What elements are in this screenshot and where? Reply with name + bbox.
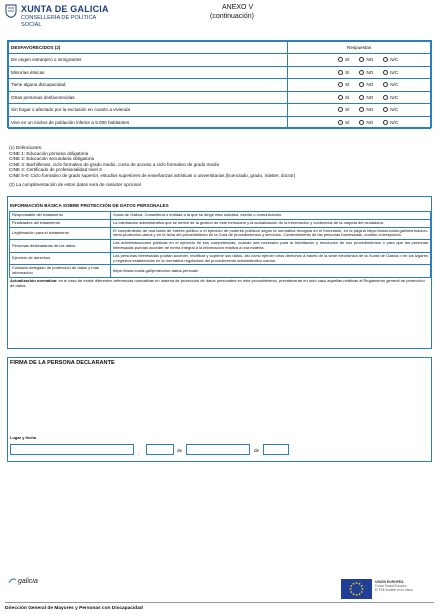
privacy-table <box>9 211 431 278</box>
answer-options <box>288 66 431 79</box>
row-label: Otras personas desfavorecidas <box>9 91 288 104</box>
note-optional: (2) La cumplimentación de estos datos será de carácter opcional <box>9 182 141 187</box>
privacy-title: INFORMACIÓN BÁSICA SOBRE PROTECCIÓN DE DATOS PERSONALES <box>10 203 169 208</box>
shield-icon <box>5 4 17 18</box>
galicia-logo <box>8 577 38 585</box>
option-nc-label: N/C <box>390 82 399 88</box>
department-line2: SOCIAL <box>21 22 42 28</box>
place-date-label: Lugar y fecha <box>10 435 37 440</box>
de-label-2: de <box>254 448 260 453</box>
option-nc-label: N/C <box>390 107 399 113</box>
option-yes[interactable] <box>338 120 349 125</box>
privacy-row-text: El cumplimiento de una tarea de interés público o el ejercicio de poderes públicos según la normativa recogida en el formulario, en la página https://www.xunta.gal/informacion-xeral-proteccion-datos y en la ficha del procedimiento en la Guía de procedimientos y servicios. Consentimiento de las personas interesadas, cuando corresponda. <box>111 227 431 240</box>
directorate-name: Dirección General de Mayores y Personas con Discapacidad <box>5 606 143 611</box>
option-no[interactable] <box>359 107 373 112</box>
annex-subtitle: (continuación) <box>210 13 254 20</box>
desfavorecidos-row <box>9 104 431 117</box>
answers-header: Respuestas <box>288 42 431 54</box>
radio-button-icon[interactable] <box>338 95 343 100</box>
day-input[interactable] <box>146 444 174 455</box>
radio-button-icon[interactable] <box>383 107 388 112</box>
signature-title: FIRMA DE LA PERSONA DECLARANTE <box>10 360 115 366</box>
option-nc-label: N/C <box>390 57 399 63</box>
option-nc-label: N/C <box>390 119 399 125</box>
option-no[interactable] <box>359 120 373 125</box>
cine-4: CINE 4: Certificado de profesionalidad nivel 3 <box>9 167 102 173</box>
privacy-row-text: Las personas interesadas podrán acceder, rectificar y suprimir sus datos, así como ejercer otros derechos a través de la sede electrónica de la Xunta de Galicia o en los lugares y registros establecidos en la normativa reguladora del procedimiento administrativo común. <box>111 252 431 265</box>
radio-button-icon[interactable] <box>383 120 388 125</box>
month-input[interactable] <box>186 444 250 455</box>
privacy-row-label: Legitimación para el tratamiento <box>10 227 111 240</box>
privacy-section <box>7 196 432 349</box>
privacy-row <box>10 240 431 253</box>
annex-title: ANEXO V <box>222 4 254 11</box>
radio-button-icon[interactable] <box>338 70 343 75</box>
option-nc[interactable] <box>383 82 398 87</box>
desfavorecidos-table <box>8 41 431 129</box>
cine-1: CINE 1: Educación primaria obligatoria <box>9 151 89 156</box>
radio-button-icon[interactable] <box>383 82 388 87</box>
row-label: Tiene alguna discapacidad <box>9 79 288 92</box>
radio-button-icon[interactable] <box>359 70 364 75</box>
option-no[interactable] <box>359 70 373 75</box>
regulatory-update-label: Actualización normativa: <box>10 277 58 283</box>
option-no[interactable] <box>359 82 373 87</box>
privacy-row-text: Xunta de Galicia. Consellería o entidad a la que se dirige esta solicitud, escrito o comunicación. <box>111 212 431 220</box>
answer-options <box>288 116 431 129</box>
eu-flag <box>341 579 372 599</box>
option-nc-label: N/C <box>390 94 399 100</box>
row-label: Sin hogar o afectado por la exclusión en cuanto a vivienda <box>9 104 288 117</box>
option-no-label: NO <box>366 57 374 63</box>
privacy-row-label: Personas destinatarias de los datos <box>10 240 111 253</box>
regulatory-update <box>8 278 431 290</box>
answer-options <box>288 79 431 92</box>
radio-button-icon[interactable] <box>383 70 388 75</box>
privacy-row <box>10 227 431 240</box>
option-nc-label: N/C <box>390 69 399 75</box>
desfavorecidos-section <box>7 40 432 128</box>
department-line1: CONSELLERÍA DE POLÍTICA <box>21 15 97 21</box>
answer-options <box>288 91 431 104</box>
radio-button-icon[interactable] <box>338 107 343 112</box>
eu-line1: UNIÓN EUROPEA <box>375 580 404 584</box>
option-yes-label: SÍ <box>345 107 350 113</box>
privacy-row <box>10 219 431 227</box>
option-no-label: NO <box>366 119 374 125</box>
option-yes[interactable] <box>338 70 349 75</box>
desfavorecidos-row <box>9 116 431 129</box>
option-yes-label: SÍ <box>345 57 350 63</box>
option-nc[interactable] <box>383 95 398 100</box>
option-yes-label: SÍ <box>345 94 350 100</box>
option-nc[interactable] <box>383 70 398 75</box>
eu-caption <box>375 580 435 592</box>
radio-button-icon[interactable] <box>359 107 364 112</box>
option-nc[interactable] <box>383 120 398 125</box>
desfavorecidos-row <box>9 79 431 92</box>
option-no-label: NO <box>366 94 374 100</box>
desfavorecidos-title: DESFAVORECIDOS (2) <box>9 42 288 54</box>
option-yes-label: SÍ <box>345 69 350 75</box>
answer-options <box>288 104 431 117</box>
de-label-1: de <box>177 448 183 453</box>
galicia-logo-text: galicia <box>18 577 38 585</box>
definitions-title: (1) Definiciones: <box>9 145 43 150</box>
privacy-row-label: Responsable del tratamiento <box>10 212 111 220</box>
option-yes[interactable] <box>338 95 349 100</box>
year-input[interactable] <box>263 444 289 455</box>
eu-stars-icon <box>341 579 372 599</box>
radio-button-icon[interactable] <box>359 95 364 100</box>
row-label: Minorías étnicas <box>9 66 288 79</box>
radio-button-icon[interactable] <box>338 57 343 62</box>
comma-separator: , <box>138 450 140 455</box>
radio-button-icon[interactable] <box>338 82 343 87</box>
radio-button-icon[interactable] <box>383 95 388 100</box>
cine-list <box>9 151 434 178</box>
option-no-label: NO <box>366 82 374 88</box>
radio-button-icon[interactable] <box>338 120 343 125</box>
privacy-row-label: Ejercicio de derechos <box>10 252 111 265</box>
option-yes[interactable] <box>338 82 349 87</box>
cine-3: CINE 3: Bachillerato, ciclo formativo de grado medio, curso de acceso a ciclo formativo de grado medio <box>9 161 220 167</box>
privacy-row <box>10 265 431 278</box>
option-nc[interactable] <box>383 57 398 62</box>
eu-line2: Fondo Social Europeo <box>375 584 407 588</box>
option-nc[interactable] <box>383 107 398 112</box>
swirl-icon <box>8 577 17 585</box>
privacy-row-text: https://www.xunta.gal/proteccion-datos-persoais <box>111 265 431 278</box>
org-name: XUNTA DE GALICIA <box>21 4 109 14</box>
radio-button-icon[interactable] <box>359 120 364 125</box>
privacy-row-text: Las administraciones públicas en el ejercicio de sus competencias, cuando sea necesario para la tramitación y resolución de sus procedimientos o para que las personas interesadas puedan acceder de forma integral a la información relativa a una materia. <box>111 240 431 253</box>
cine-2: CINE 2: Educación secundaria obligatoria <box>9 156 95 162</box>
answer-options <box>288 54 431 67</box>
option-yes-label: SÍ <box>345 119 350 125</box>
row-label: Vive en un núcleo de población inferior a 5.000 habitantes <box>9 116 288 129</box>
option-yes[interactable] <box>338 107 349 112</box>
radio-button-icon[interactable] <box>359 57 364 62</box>
row-label: De origen extranjero o inmigrantes <box>9 54 288 67</box>
option-no-label: NO <box>366 69 374 75</box>
option-no[interactable] <box>359 95 373 100</box>
radio-button-icon[interactable] <box>359 82 364 87</box>
xunta-logo <box>5 4 17 18</box>
desfavorecidos-row <box>9 91 431 104</box>
cine-5-8: CINE 5-8: Ciclo formativo de grado superior, estudios superiores de enseñanzas artísticas o universitarias (licenciado, grado, máster, doctor) <box>9 172 296 178</box>
desfavorecidos-row <box>9 54 431 67</box>
privacy-row <box>10 252 431 265</box>
privacy-row-label: Finalidades del tratamiento <box>10 219 111 227</box>
eu-line3: El FSE invierte en tu futuro <box>375 588 414 592</box>
option-no-label: NO <box>366 107 374 113</box>
place-input[interactable] <box>10 444 134 455</box>
option-yes[interactable] <box>338 57 349 62</box>
option-yes-label: SÍ <box>345 82 350 88</box>
regulatory-update-text: en el caso de existir diferentes referencias normativas en materia de protección de datos personales en este procedimiento, prevalecerán en todo caso aquellas relativas al Reglamento general de protección de datos. <box>10 277 425 288</box>
radio-button-icon[interactable] <box>383 57 388 62</box>
option-no[interactable] <box>359 57 373 62</box>
privacy-row <box>10 212 431 220</box>
privacy-row-label: Contacto delegado de protección de datos y más información <box>10 265 111 278</box>
privacy-row-text: La tramitación administrativa que se derive de la gestión de este formulario y la actualización de la información y contenidos de la carpeta del ciudadano. <box>111 219 431 227</box>
desfavorecidos-row <box>9 66 431 79</box>
